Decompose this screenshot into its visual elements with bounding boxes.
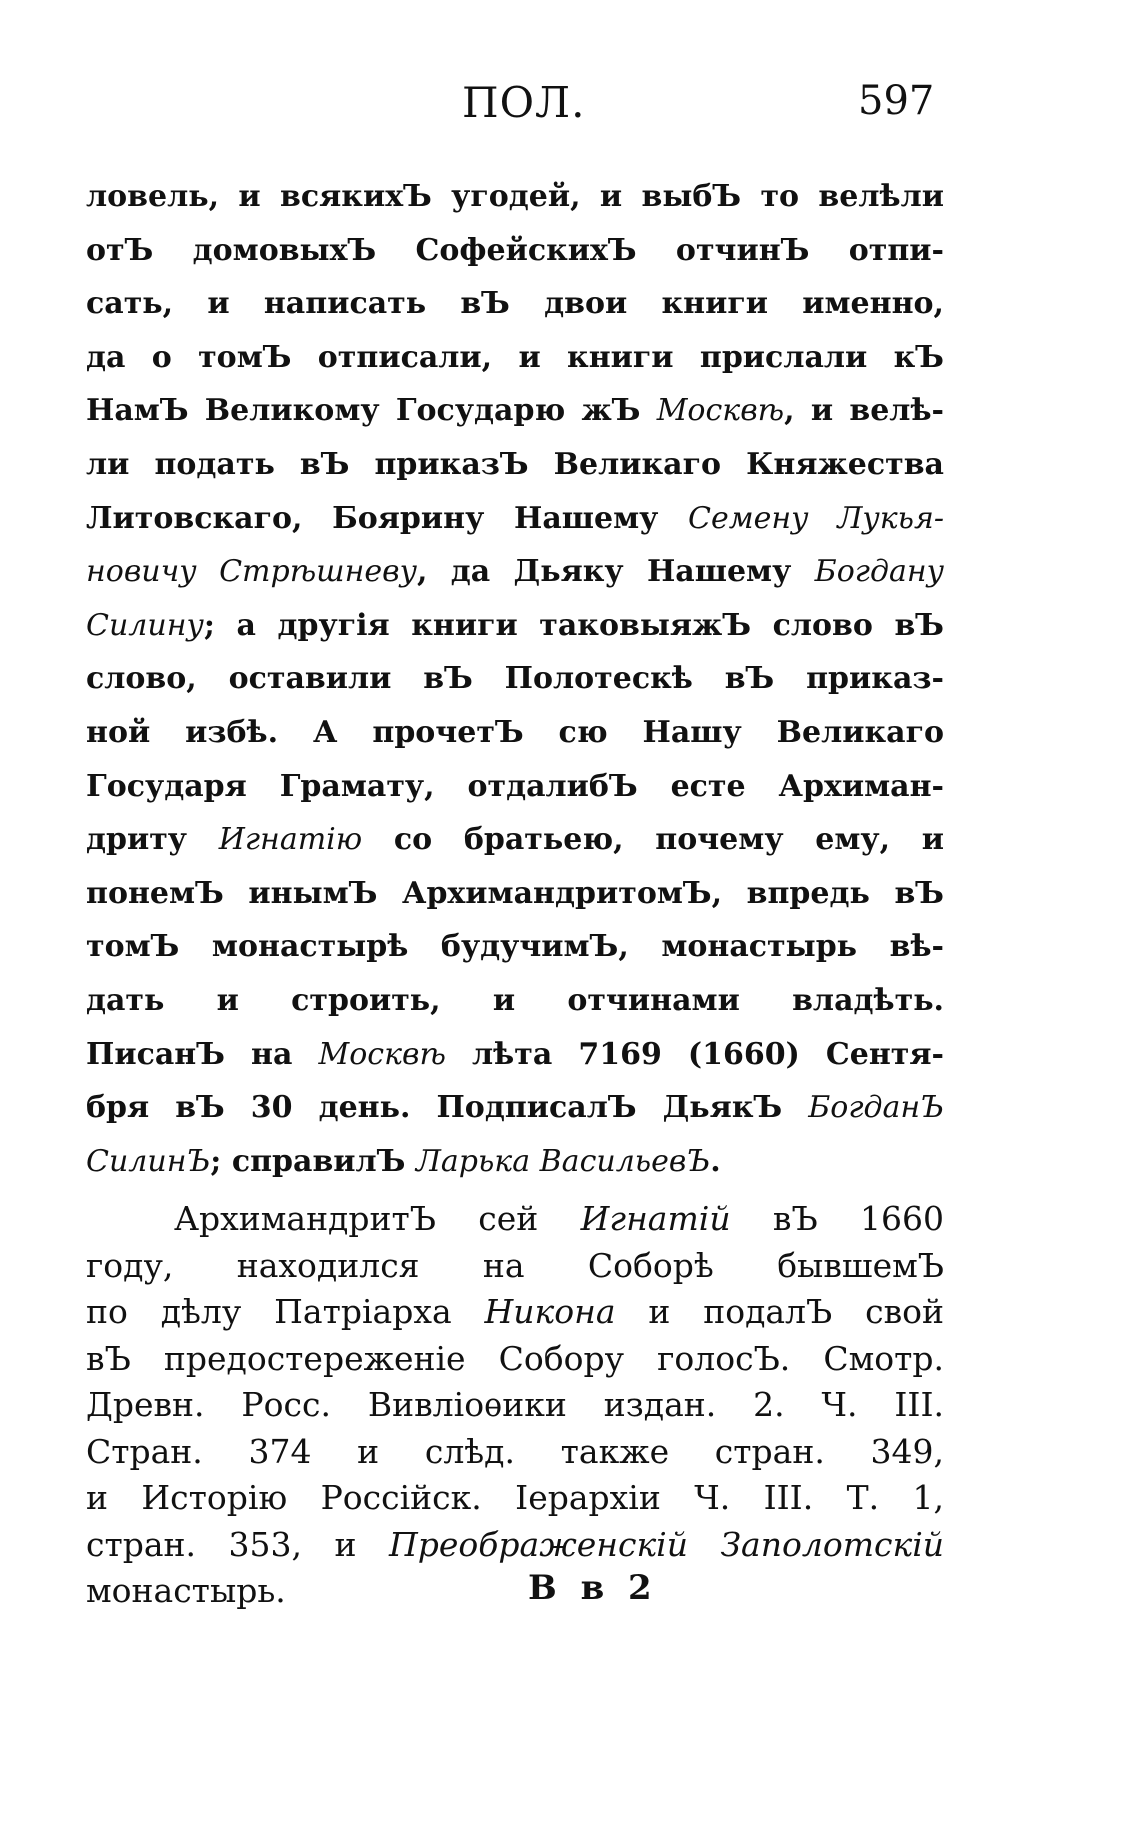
text-line: [86, 920, 944, 974]
italic-name: Семену Лукья-: [688, 500, 944, 536]
text-run: НамЪ Великому Государю жЪ: [86, 393, 657, 429]
text-line: [86, 438, 944, 492]
italic-name: Ларька ВасильевЪ: [415, 1143, 711, 1179]
text-run: слово, оставили вЪ Полотескѣ вЪ приказ-: [86, 661, 944, 697]
text-run: лѣта 7169 (1660) Сентя-: [445, 1036, 944, 1072]
italic-name: Никона: [484, 1292, 616, 1332]
text-line: [86, 1196, 944, 1243]
text-line: [86, 384, 944, 438]
text-line: [86, 1289, 944, 1336]
text-run: ли подать вЪ приказЪ Великаго Княжества: [86, 446, 944, 482]
text-run: ПисанЪ на: [86, 1036, 319, 1072]
text-line: [86, 706, 944, 760]
text-run: году, находился на Соборѣ бывшемЪ: [86, 1245, 944, 1285]
text-run: Древн. Росс. Вивліоѳики издан. 2. Ч. III.: [86, 1385, 944, 1425]
italic-name: Силину: [86, 607, 204, 643]
text-line: [86, 331, 944, 385]
text-run: ; а другія книги таковыяжЪ слово вЪ: [203, 607, 944, 643]
paragraph-commentary: [86, 1196, 944, 1615]
text-line: [86, 599, 944, 653]
italic-name: Богдану: [814, 554, 945, 590]
text-line: [86, 1382, 944, 1429]
text-run: стран. 353, и: [86, 1524, 389, 1564]
paragraph-charter-text: [86, 170, 944, 1188]
text-run: вЪ 1660: [730, 1199, 944, 1239]
text-run: Литовскаго, Боярину Нашему: [86, 500, 689, 536]
text-line: [86, 1336, 944, 1383]
running-head: [0, 78, 1140, 138]
text-run: ной избѣ. А прочетЪ сю Нашу Великаго: [86, 714, 944, 750]
text-run: дриту: [86, 822, 219, 858]
text-run: , и велѣ-: [784, 393, 944, 429]
text-run: томЪ монастырѣ будучимЪ, монастырь вѣ-: [86, 929, 944, 965]
text-run: , да Дьяку Нашему: [416, 554, 815, 590]
text-line: [86, 1135, 944, 1189]
text-line: [86, 1429, 944, 1476]
page-number: 597: [858, 78, 935, 124]
text-run: Стран. 374 и слѣд. также стран. 349,: [86, 1431, 944, 1471]
italic-name: СилинЪ: [86, 1143, 211, 1179]
signature-mark: В в 2: [528, 1568, 658, 1608]
italic-name: Игнатій: [580, 1199, 731, 1239]
text-line: [86, 492, 944, 546]
body-text: [86, 170, 944, 1615]
text-run: со братьею, почему ему, и: [362, 822, 944, 858]
text-run: ловель, и всякихЪ угодей, и выбЪ то велѣли: [86, 179, 944, 214]
text-line: [86, 1475, 944, 1522]
italic-name: Москвѣ: [656, 393, 785, 429]
text-line: [86, 1568, 944, 1615]
text-run: вЪ предостереженіе Собору голосЪ. Смотр.: [86, 1338, 944, 1378]
text-run: АрхимандритЪ сей: [174, 1199, 581, 1239]
text-line: [86, 867, 944, 921]
text-line: [86, 170, 944, 224]
text-line: [86, 1028, 944, 1082]
text-line: [86, 1081, 944, 1135]
text-run: .: [710, 1143, 721, 1179]
text-run: сать, и написать вЪ двои книги именно,: [86, 286, 944, 322]
italic-name: новичу Стрѣшневу: [86, 554, 417, 590]
italic-name: Москвѣ: [318, 1036, 446, 1072]
text-run: ; справилЪ: [210, 1143, 416, 1179]
text-run: по дѣлу Патріарха: [86, 1292, 485, 1332]
text-line: [86, 224, 944, 278]
text-line: [86, 760, 944, 814]
text-line: [86, 1522, 944, 1569]
text-run: и подалЪ свой: [615, 1292, 945, 1332]
text-line: [86, 277, 944, 331]
text-run: отЪ домовыхЪ СофейскихЪ отчинЪ отпи-: [86, 232, 944, 268]
text-line: [86, 974, 944, 1028]
text-line: [86, 1243, 944, 1290]
text-run: да о томЪ отписали, и книги прислали кЪ: [86, 339, 944, 375]
text-line: [86, 813, 944, 867]
text-run: понемЪ инымЪ АрхимандритомЪ, впредь вЪ: [86, 875, 944, 911]
text-line: [86, 545, 944, 599]
text-run: бря вЪ 30 день. ПодписалЪ ДьякЪ: [86, 1090, 809, 1126]
text-run: монастырь.: [86, 1571, 286, 1611]
text-line: [86, 652, 944, 706]
italic-name: БогданЪ: [808, 1090, 944, 1126]
running-title: ПОЛ.: [462, 78, 586, 127]
italic-name: Преображенскій Заполотскій: [388, 1524, 944, 1564]
text-run: дать и строить, и отчинами владѣть.: [86, 982, 944, 1018]
text-run: Государя Грамату, отдалибЪ есте Архиман-: [86, 768, 944, 804]
text-run: и Исторію Россійск. Іерархіи Ч. III. Т. 1,: [86, 1478, 944, 1518]
italic-name: Игнатію: [218, 822, 363, 858]
